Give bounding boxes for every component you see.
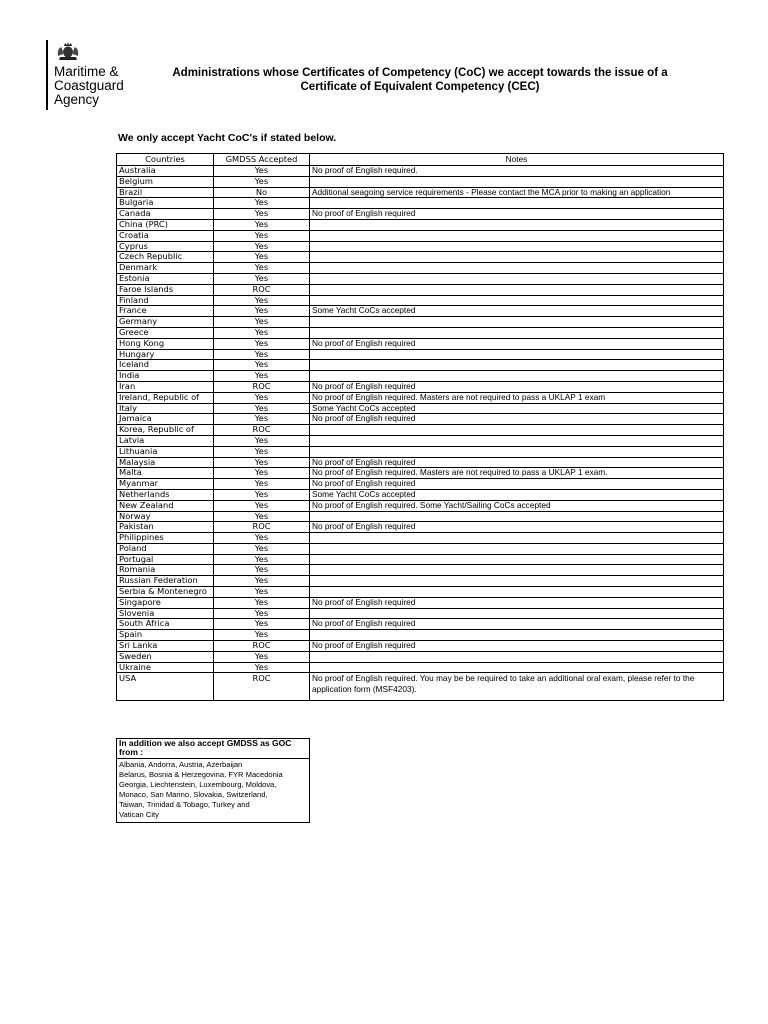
gmdss-cell: Yes: [214, 619, 310, 630]
country-cell: Russian Federation: [117, 576, 214, 587]
gmdss-cell: Yes: [214, 479, 310, 490]
country-cell: Norway: [117, 511, 214, 522]
gmdss-cell: Yes: [214, 662, 310, 673]
table-row: [117, 403, 724, 414]
logo-line-1: Maritime &: [54, 64, 119, 79]
gmdss-cell: ROC: [214, 522, 310, 533]
country-cell: Germany: [117, 317, 214, 328]
additional-line: Albania, Andorra, Austria, Azerbaijan: [119, 760, 243, 769]
gmdss-cell: Yes: [214, 576, 310, 587]
gmdss-cell: Yes: [214, 306, 310, 317]
additional-line: Vatican City: [119, 810, 159, 819]
gmdss-cell: Yes: [214, 500, 310, 511]
notes-cell: Some Yacht CoCs accepted: [310, 489, 724, 500]
country-cell: Sri Lanka: [117, 641, 214, 652]
table-row: [117, 533, 724, 544]
gmdss-cell: Yes: [214, 608, 310, 619]
notes-cell: No proof of English required. Masters are not required to pass a UKLAP 1 exam.: [310, 468, 724, 479]
country-cell: Bulgaria: [117, 198, 214, 209]
gmdss-cell: Yes: [214, 403, 310, 414]
table-row: [117, 435, 724, 446]
gmdss-cell: Yes: [214, 371, 310, 382]
notes-cell: [310, 630, 724, 641]
notes-cell: Some Yacht CoCs accepted: [310, 403, 724, 414]
table-row: [117, 630, 724, 641]
table-row: [117, 349, 724, 360]
notes-cell: Additional seagoing service requirements - Please contact the MCA prior to making an application: [310, 187, 724, 198]
notes-cell: No proof of English required: [310, 457, 724, 468]
gmdss-cell: Yes: [214, 241, 310, 252]
notes-cell: [310, 252, 724, 263]
country-cell: France: [117, 306, 214, 317]
country-cell: Iran: [117, 381, 214, 392]
country-cell: Faroe Islands: [117, 284, 214, 295]
notes-cell: No proof of English required: [310, 641, 724, 652]
gmdss-cell: Yes: [214, 446, 310, 457]
notes-cell: [310, 349, 724, 360]
table-header-row: [117, 154, 724, 166]
notes-cell: No proof of English required: [310, 479, 724, 490]
table-row: [117, 209, 724, 220]
table-row: [117, 565, 724, 576]
country-cell: Iceland: [117, 360, 214, 371]
gmdss-cell: Yes: [214, 587, 310, 598]
gmdss-cell: Yes: [214, 338, 310, 349]
notes-cell: [310, 576, 724, 587]
notes-cell: No proof of English required: [310, 619, 724, 630]
country-cell: Finland: [117, 295, 214, 306]
gmdss-cell: Yes: [214, 597, 310, 608]
notes-cell: [310, 176, 724, 187]
notes-cell: [310, 284, 724, 295]
notes-cell: Some Yacht CoCs accepted: [310, 306, 724, 317]
notes-cell: [310, 533, 724, 544]
notes-cell: No proof of English required: [310, 209, 724, 220]
country-cell: Denmark: [117, 263, 214, 274]
notes-cell: [310, 263, 724, 274]
table-row: [117, 219, 724, 230]
table-row: [117, 306, 724, 317]
notes-cell: [310, 587, 724, 598]
table-row: [117, 338, 724, 349]
table-row: [117, 587, 724, 598]
gmdss-cell: Yes: [214, 230, 310, 241]
country-cell: Australia: [117, 166, 214, 177]
table-row: [117, 597, 724, 608]
notes-cell: No proof of English required. Some Yacht/Sailing CoCs accepted: [310, 500, 724, 511]
table-row: [117, 641, 724, 652]
notes-cell: [310, 651, 724, 662]
gmdss-cell: Yes: [214, 651, 310, 662]
notes-cell: No proof of English required.: [310, 166, 724, 177]
table-row: [117, 273, 724, 284]
country-cell: Lithuania: [117, 446, 214, 457]
additional-line: Taiwan, Trinidad & Tobago, Turkey and: [119, 800, 250, 809]
country-cell: Serbia & Montenegro: [117, 587, 214, 598]
gmdss-cell: Yes: [214, 533, 310, 544]
notes-cell: [310, 198, 724, 209]
header-countries: Countries: [117, 154, 214, 166]
table-row: [117, 500, 724, 511]
table-row: [117, 241, 724, 252]
country-cell: Malta: [117, 468, 214, 479]
gmdss-cell: Yes: [214, 511, 310, 522]
table-row: [117, 381, 724, 392]
additional-list: [117, 759, 309, 822]
notes-cell: [310, 219, 724, 230]
gmdss-cell: Yes: [214, 176, 310, 187]
table-row: [117, 673, 724, 701]
table-row: [117, 198, 724, 209]
logo-line-2: Coastguard: [54, 78, 124, 93]
notes-cell: [310, 554, 724, 565]
gmdss-cell: Yes: [214, 317, 310, 328]
country-cell: USA: [117, 673, 214, 701]
table-row: [117, 317, 724, 328]
additional-line: Georgia, Liechtenstein, Luxembourg, Moldova,: [119, 780, 277, 789]
additional-line: Belarus, Bosnia & Herzegovina, FYR Macedonia: [119, 770, 283, 779]
logo-text: [54, 65, 124, 107]
gmdss-cell: Yes: [214, 414, 310, 425]
country-cell: Latvia: [117, 435, 214, 446]
table-row: [117, 230, 724, 241]
country-cell: Greece: [117, 327, 214, 338]
gmdss-cell: No: [214, 187, 310, 198]
notes-cell: [310, 295, 724, 306]
table-row: [117, 554, 724, 565]
additional-heading: In addition we also accept GMDSS as GOC from :: [117, 739, 309, 759]
table-row: [117, 543, 724, 554]
notes-cell: [310, 327, 724, 338]
gmdss-cell: Yes: [214, 360, 310, 371]
country-cell: Estonia: [117, 273, 214, 284]
notes-cell: [310, 360, 724, 371]
table-row: [117, 176, 724, 187]
title-line-2: Certificate of Equivalent Competency (CEC): [300, 81, 540, 93]
notes-cell: No proof of English required: [310, 381, 724, 392]
notes-cell: [310, 273, 724, 284]
additional-line: Monaco, San Marino, Slovakia, Switzerland,: [119, 790, 268, 799]
table-row: [117, 392, 724, 403]
table-row: [117, 187, 724, 198]
table-row: [117, 166, 724, 177]
country-cell: Jamaica: [117, 414, 214, 425]
country-cell: Slovenia: [117, 608, 214, 619]
gmdss-cell: Yes: [214, 273, 310, 284]
gmdss-cell: Yes: [214, 392, 310, 403]
table-row: [117, 619, 724, 630]
country-cell: Czech Republic: [117, 252, 214, 263]
notes-cell: [310, 371, 724, 382]
gmdss-cell: Yes: [214, 263, 310, 274]
gmdss-cell: Yes: [214, 166, 310, 177]
gmdss-cell: Yes: [214, 327, 310, 338]
notes-cell: [310, 230, 724, 241]
countries-table: [116, 153, 724, 701]
country-cell: South Africa: [117, 619, 214, 630]
table-row: [117, 489, 724, 500]
notes-cell: [310, 543, 724, 554]
gmdss-cell: ROC: [214, 673, 310, 701]
country-cell: Romania: [117, 565, 214, 576]
country-cell: Korea, Republic of: [117, 425, 214, 436]
notes-cell: No proof of English required: [310, 338, 724, 349]
country-cell: Poland: [117, 543, 214, 554]
country-cell: Netherlands: [117, 489, 214, 500]
table-row: [117, 360, 724, 371]
gmdss-cell: Yes: [214, 209, 310, 220]
country-cell: Pakistan: [117, 522, 214, 533]
gmdss-cell: Yes: [214, 219, 310, 230]
notes-cell: [310, 317, 724, 328]
table-row: [117, 425, 724, 436]
table-row: [117, 651, 724, 662]
table-row: [117, 327, 724, 338]
gmdss-cell: Yes: [214, 435, 310, 446]
gmdss-cell: ROC: [214, 641, 310, 652]
logo-line-3: Agency: [54, 92, 100, 107]
country-cell: Belgium: [117, 176, 214, 187]
notes-cell: No proof of English required: [310, 414, 724, 425]
gmdss-cell: Yes: [214, 457, 310, 468]
table-row: [117, 511, 724, 522]
table-row: [117, 608, 724, 619]
table-body: [117, 166, 724, 701]
table-row: [117, 457, 724, 468]
country-cell: Canada: [117, 209, 214, 220]
notes-cell: No proof of English required: [310, 522, 724, 533]
table-row: [117, 371, 724, 382]
country-cell: Portugal: [117, 554, 214, 565]
notes-cell: [310, 511, 724, 522]
table-row: [117, 446, 724, 457]
table-row: [117, 414, 724, 425]
gmdss-cell: Yes: [214, 565, 310, 576]
notes-cell: [310, 662, 724, 673]
country-cell: Myanmar: [117, 479, 214, 490]
title-line-1: Administrations whose Certificates of Competency (CoC) we accept towards the issue of a: [172, 67, 668, 79]
notes-cell: No proof of English required: [310, 597, 724, 608]
gmdss-cell: Yes: [214, 468, 310, 479]
header-gmdss: GMDSS Accepted: [214, 154, 310, 166]
gmdss-cell: ROC: [214, 381, 310, 392]
notes-cell: [310, 608, 724, 619]
header-notes: Notes: [310, 154, 724, 166]
table-row: [117, 479, 724, 490]
table-row: [117, 662, 724, 673]
royal-crest-icon: [55, 40, 81, 62]
table-row: [117, 468, 724, 479]
gmdss-cell: Yes: [214, 543, 310, 554]
country-cell: Philippines: [117, 533, 214, 544]
gmdss-cell: Yes: [214, 349, 310, 360]
table-row: [117, 522, 724, 533]
table-row: [117, 295, 724, 306]
country-cell: Italy: [117, 403, 214, 414]
country-cell: Brazil: [117, 187, 214, 198]
country-cell: New Zealand: [117, 500, 214, 511]
notes-cell: [310, 425, 724, 436]
country-cell: Ukraine: [117, 662, 214, 673]
gmdss-cell: Yes: [214, 295, 310, 306]
country-cell: Malaysia: [117, 457, 214, 468]
country-cell: India: [117, 371, 214, 382]
gmdss-cell: ROC: [214, 284, 310, 295]
gmdss-cell: Yes: [214, 489, 310, 500]
country-cell: Croatia: [117, 230, 214, 241]
gmdss-cell: Yes: [214, 630, 310, 641]
country-cell: Hungary: [117, 349, 214, 360]
notes-cell: [310, 446, 724, 457]
country-cell: Sweden: [117, 651, 214, 662]
table-row: [117, 252, 724, 263]
notes-cell: No proof of English required. Masters are not required to pass a UKLAP 1 exam: [310, 392, 724, 403]
notes-cell: No proof of English required. You may be be required to take an additional oral exam, please refer to the application form (MSF4203).: [310, 673, 724, 701]
notes-cell: [310, 241, 724, 252]
additional-goc-box: [116, 738, 310, 823]
logo-bar: [46, 40, 48, 110]
notes-cell: [310, 435, 724, 446]
country-cell: Cyprus: [117, 241, 214, 252]
table-row: [117, 284, 724, 295]
gmdss-cell: Yes: [214, 252, 310, 263]
intro-text: We only accept Yacht CoC's if stated below.: [118, 132, 337, 144]
gmdss-cell: Yes: [214, 554, 310, 565]
country-cell: China (PRC): [117, 219, 214, 230]
country-cell: Spain: [117, 630, 214, 641]
country-cell: Singapore: [117, 597, 214, 608]
country-cell: Ireland, Republic of: [117, 392, 214, 403]
notes-cell: [310, 565, 724, 576]
gmdss-cell: Yes: [214, 198, 310, 209]
gmdss-cell: ROC: [214, 425, 310, 436]
page-title: [150, 66, 690, 94]
country-cell: Hong Kong: [117, 338, 214, 349]
table-row: [117, 263, 724, 274]
table-row: [117, 576, 724, 587]
